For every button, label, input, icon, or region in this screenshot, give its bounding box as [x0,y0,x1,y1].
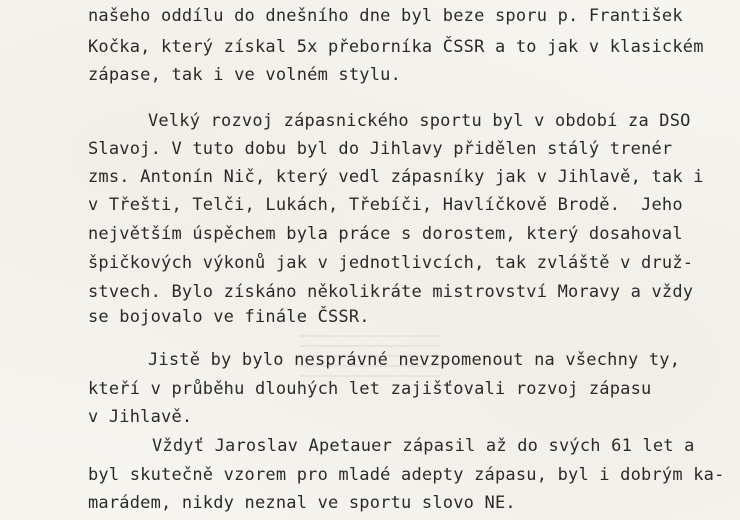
text-line: Jistě by bylo nesprávné nevzpomenout na všechny ty, [148,350,681,370]
text-line: největším úspěchem byla práce s dorostem, který dosahoval [88,224,683,244]
text-line: marádem, nikdy neznal ve sportu slovo NE. [88,493,516,513]
text-line: byl skutečně vzorem pro mladé adepty zápasu, byl i dobrým ka- [88,465,725,485]
text-line: Velký rozvoj zápasnického sportu byl v období za DSO [148,111,691,131]
text-line: kteří v průběhu dlouhých let zajišťovali rozvoj zápasu [88,379,652,399]
text-line: zápase, tak i ve volném stylu. [88,65,402,85]
text-line: našeho oddílu do dnešního dne byl beze sporu p. František [88,6,683,26]
text-line: se bojovalo ve finále ČSSR. [88,307,370,327]
text-line: špičkových výkonů jak v jednotlivcích, tak zvláště v druž- [88,253,694,273]
text-line: Slavoj. V tuto dobu byl do Jihlavy přidělen stálý trenér [88,139,673,159]
text-line: v Třešti, Telči, Lukách, Třebíči, Havlíčkově Brodě. Jeho [88,195,683,215]
text-line: Kočka, který získal 5x přeborníka ČSSR a to jak v klasickém [88,37,704,57]
text-line: zms. Antonín Nič, který vedl zápasníky jak v Jihlavě, tak i [88,167,704,187]
text-line: v Jihlavě. [88,407,193,427]
text-line: stvech. Bylo získáno několikráte mistrovství Moravy a vždy [88,282,694,302]
text-line: Vždyť Jaroslav Apetauer zápasil až do svých 61 let a [152,436,695,456]
